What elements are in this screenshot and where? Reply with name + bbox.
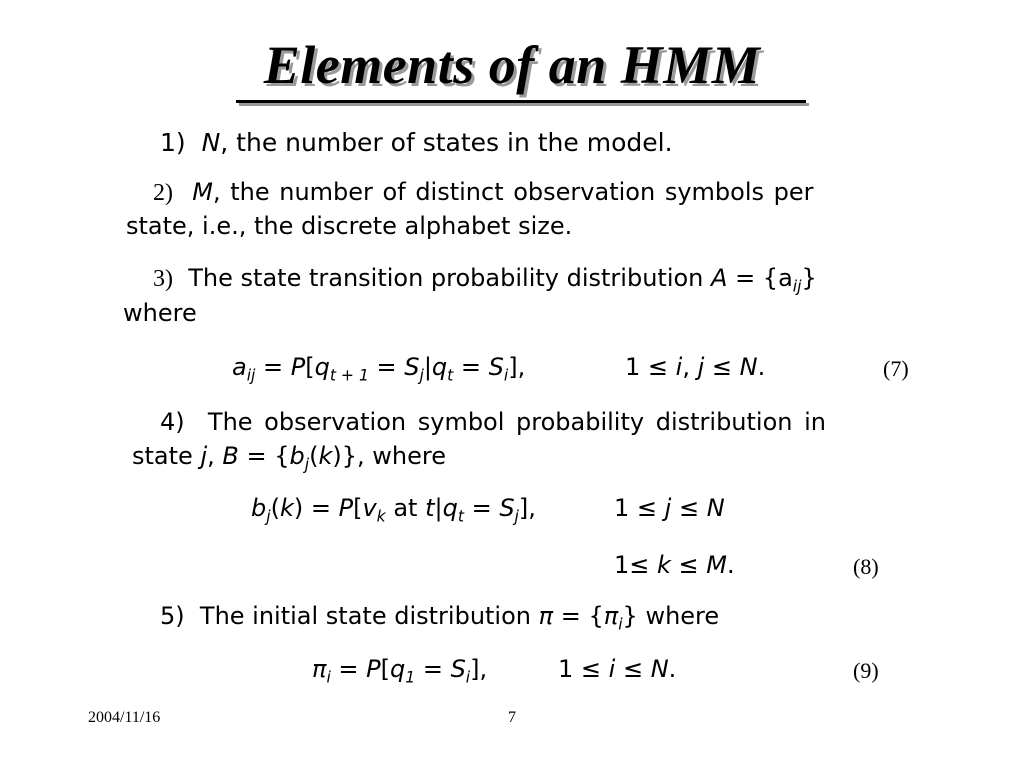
item-1-number: 1) (160, 128, 186, 157)
footer-page-number: 7 (508, 709, 516, 726)
item-2-text-b: state, i.e., the discrete alphabet size. (126, 212, 573, 240)
equation-8-number: (8) (853, 554, 879, 579)
item-1-variable: N (201, 128, 221, 157)
item-4-math: j, $B = \{b_j(k)\}$ (200, 442, 357, 474)
title-underline (236, 100, 806, 103)
item-4-text-a: The observation symbol probability distribution in (207, 408, 826, 436)
item-5-math: $\pi = \{\pi_i\}$ (538, 602, 638, 634)
item-1 (160, 128, 673, 157)
equation-7: $a_{ij} = P[q_{t + 1} = S_j|q_t = S_i]$, (232, 353, 526, 385)
footer-date: 2004/11/16 (88, 709, 161, 726)
equation-7-number: (7) (883, 356, 909, 381)
equation-9-range: 1 ≤ i ≤ N. (558, 655, 677, 683)
item-2-line-1 (153, 178, 813, 207)
item-2-line-2 (126, 212, 572, 240)
item-3-text: The state transition probability distribution (188, 264, 704, 292)
item-4-line-1 (160, 408, 826, 436)
equation-9-number: (9) (853, 658, 879, 683)
item-5-where: where (645, 602, 720, 630)
item-4-line-2 (132, 442, 446, 474)
equation-7-range: 1 ≤ i, j ≤ N. (625, 353, 766, 381)
item-3-line-2 (123, 299, 197, 327)
item-1-text: , the number of states in the model. (220, 128, 673, 157)
item-5-text: The initial state distribution (199, 602, 531, 630)
item-3-line-1 (153, 264, 817, 296)
item-3-number: 3) (153, 266, 173, 292)
item-2-variable: M (192, 178, 213, 206)
equation-8-range-j: 1 ≤ j ≤ N (614, 494, 725, 522)
item-5-number: 5) (160, 602, 185, 630)
item-4-where: , where (356, 442, 446, 470)
item-3-math: $A = \{a_{ij}\}$ (711, 264, 817, 296)
item-5-line (160, 602, 720, 634)
equation-9: $\pi_i = P[q_1 = S_i]$, (312, 655, 488, 687)
item-4-text-b: state (132, 442, 193, 470)
equation-8: $b_j(k) = P[v_k$ at $t|q_t = S_j$], (251, 494, 536, 526)
item-4-number: 4) (160, 408, 185, 436)
item-2-number: 2) (153, 180, 173, 206)
equation-8-range-k: 1≤ k ≤ M. (614, 551, 735, 579)
item-2-text-a: , the number of distinct observation symbols per (212, 178, 814, 206)
slide-title: Elements of an HMM (263, 35, 761, 95)
item-3-where: where (123, 299, 197, 327)
